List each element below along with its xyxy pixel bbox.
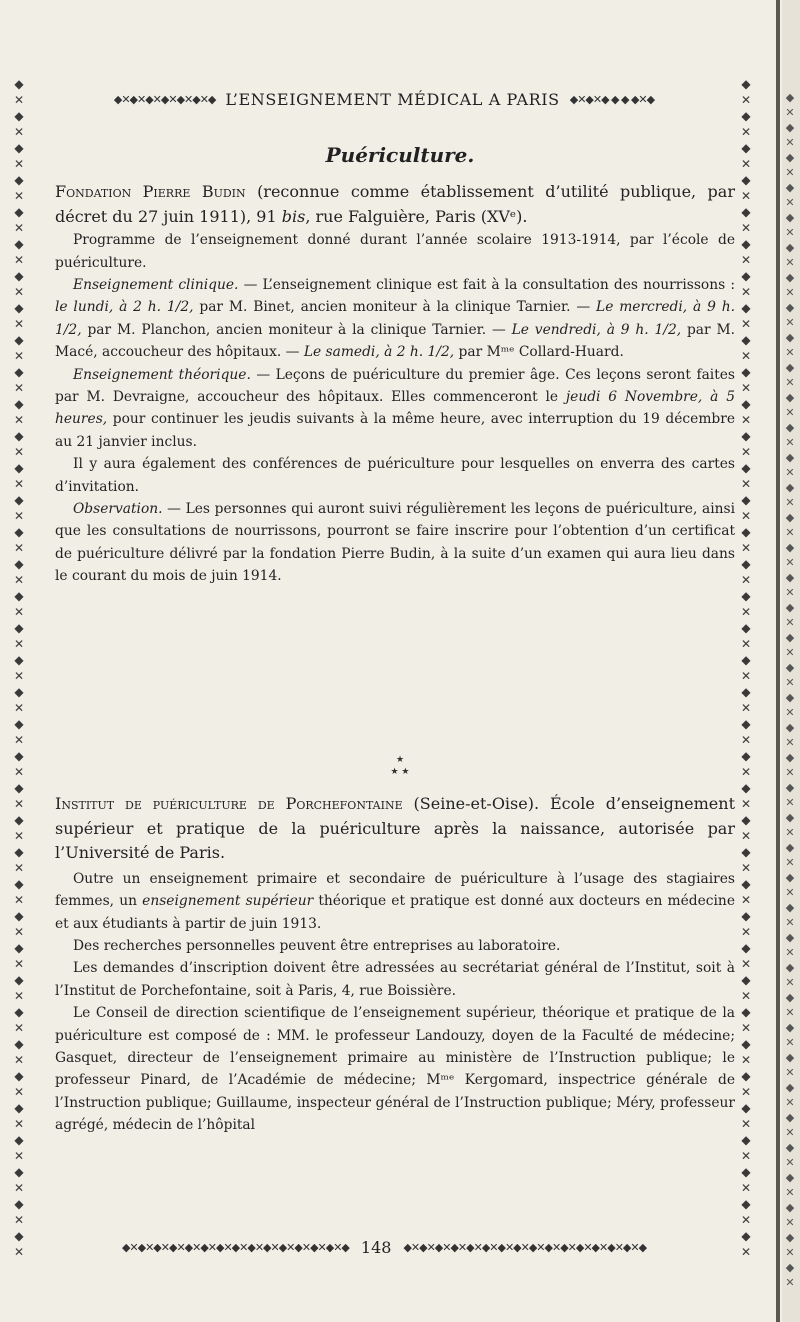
separator-stars-bottom: ★ ★ — [390, 767, 410, 777]
page-number: 148 — [360, 1237, 392, 1257]
theoretical-teaching-paragraph: Enseignement théorique. — Leçons de puériculture du premier âge. Ces leçons seront faites par M. Devraigne, accoucheur des hôpitaux. Elles commenceront le jeudi 6 Novembre, à 5 heures, pour continuer les jeudis suivants à la même heure, avec interruption du 19 décembre au 21 janvier inclus. — [55, 366, 735, 450]
page-edge — [776, 0, 780, 1322]
section-title: Puériculture. — [325, 143, 475, 167]
observation-paragraph: Observation. — Les personnes qui auront suivi régulièrement les leçons de puériculture, ainsi que les consultations de nourrissons, pourront se faire inscrire pour l’obtention d’un certificat de puériculture délivré par la fondation Pierre Budin, à la suite d’un examen qui aura lieu dans le courant du mois de juin 1914. — [55, 501, 735, 585]
porchefontaine-heading-paragraph: Institut de puériculture de Porchefontaine (Seine-et-Oise). École d’enseignement supérieur et pratique de la puériculture après la naissance, autorisée par l’Université de Paris. — [55, 794, 736, 863]
ornament-footer-left: ◆✕◆✕◆✕◆✕◆✕◆✕◆✕◆✕◆✕◆✕◆✕◆✕◆✕◆✕◆ — [121, 1240, 349, 1254]
budin-section — [55, 180, 735, 588]
institution-name: Fondation Pierre Budin — [55, 182, 246, 201]
registration-paragraph: Les demandes d’inscription doivent être adressées au secrétariat général de l’Institut, soit à l’Institut de Porchefontaine, soit à Paris, 4, rue Boissière. — [55, 960, 735, 999]
council-paragraph: Le Conseil de direction scientifique de l’enseignement supérieur, théorique et pratique de la puériculture est composé de : MM. le professeur Landouzy, doyen de la Faculté de médecine; Gasquet, directeur de l’enseignement primaire au ministère de l’Instruction publique; le professeur Pinard, de l’Académie de médecine; Mᵐᵉ Kergomard, inspectrice générale de l’Instruction publique; Guillaume, inspecteur général de l’Instruction publique; Méry, professeur agrégé, médecin de l’hôpital — [55, 1005, 735, 1134]
running-header — [14, 86, 754, 112]
ornamental-border-adjacent-page: ◆ ✕ ◆ ✕ ◆ ✕ ◆ ✕ ◆ ✕ ◆ ✕ ◆ ✕ ◆ ✕ ◆ ✕ ◆ ✕ ◆ ✕ ◆ ✕ ◆ ✕ ◆ ✕ ◆ ✕ ◆ ✕ ◆ ✕ ◆ ✕ ◆ ✕ ◆ ✕ ◆ ✕ ◆ ✕ ◆ ✕ ◆ ✕ ◆ ✕ ◆ ✕ ◆ ✕ ◆ ✕ ◆ ✕ ◆ ✕ ◆ ✕ ◆ ✕ ◆ ✕ ◆ ✕ ◆ ✕ ◆ ✕ ◆ ✕ ◆ ✕ ◆ ✕ ◆ ✕ — [785, 91, 795, 1289]
page-footer — [14, 1237, 754, 1257]
section-separator — [0, 754, 800, 778]
ornament-left: ◆✕◆✕◆✕◆✕◆✕◆✕◆ — [113, 92, 216, 106]
conferences-paragraph: Il y aura également des conférences de puériculture pour lesquelles on enverra des cartes d’invitation. — [55, 456, 735, 495]
ornamental-border-right: ◆ ✕ ◆ ✕ ◆ ✕ ◆ ✕ ◆ ✕ ◆ ✕ ◆ ✕ ◆ ✕ ◆ ✕ ◆ ✕ ◆ ✕ ◆ ✕ ◆ ✕ ◆ ✕ ◆ ✕ ◆ ✕ ◆ ✕ ◆ ✕ ◆ ✕ ◆ ✕ ◆ ✕ ◆ ✕ ◆ ✕ ◆ ✕ ◆ ✕ ◆ ✕ ◆ ✕ ◆ ✕ ◆ ✕ ◆ ✕ ◆ ✕ ◆ ✕ ◆ ✕ ◆ ✕ ◆ ✕ ◆ ✕ ◆ ✕ — [740, 77, 752, 1259]
running-title: L’ENSEIGNEMENT MÉDICAL A PARIS — [225, 89, 560, 109]
ornament-footer-right: ◆✕◆✕◆✕◆✕◆✕◆✕◆✕◆✕◆✕◆✕◆✕◆✕◆✕◆✕◆✕◆ — [403, 1240, 647, 1254]
ornament-right: ◆✕◆✕◆ ◆ ◆ ◆✕◆ — [569, 92, 655, 106]
program-paragraph: Programme de l’enseignement donné durant l’année scolaire 1913-1914, par l’école de puériculture. — [55, 232, 735, 271]
institute-name: Institut de puériculture de Porchefontaine — [55, 794, 403, 813]
teaching-paragraph: Outre un enseignement primaire et secondaire de puériculture à l’usage des stagiaires femmes, un enseignement supérieur théorique et pratique est donné aux docteurs en médecine et aux étudiants à partir de juin 1913. — [55, 870, 735, 932]
budin-heading-paragraph: Fondation Pierre Budin (reconnue comme établissement d’utilité publique, par décret du 27 juin 1911), 91 bis, rue Falguière, Paris (XVᵉ). — [55, 182, 735, 226]
research-paragraph: Des recherches personnelles peuvent être entreprises au laboratoire. — [73, 938, 561, 954]
separator-star-top: ★ — [395, 755, 405, 765]
clinical-teaching-paragraph: Enseignement clinique. — L’enseignement clinique est fait à la consultation des nourrissons : le lundi, à 2 h. 1/2, par M. Binet, ancien moniteur à la clinique Tarnier. — Le mercredi, à 9 h. 1/2, par M. Planchon, ancien moniteur à la clinique Tarnier. — Le vendredi, à 9 h. 1/2, par M. Macé, accoucheur des hôpitaux. — Le samedi, à 2 h. 1/2, par Mᵐᵉ Collard-Huard. — [55, 277, 735, 361]
ornamental-border-left: ◆ ✕ ◆ ✕ ◆ ✕ ◆ ✕ ◆ ✕ ◆ ✕ ◆ ✕ ◆ ✕ ◆ ✕ ◆ ✕ ◆ ✕ ◆ ✕ ◆ ✕ ◆ ✕ ◆ ✕ ◆ ✕ ◆ ✕ ◆ ✕ ◆ ✕ ◆ ✕ ◆ ✕ ◆ ✕ ◆ ✕ ◆ ✕ ◆ ✕ ◆ ✕ ◆ ✕ ◆ ✕ ◆ ✕ ◆ ✕ ◆ ✕ ◆ ✕ ◆ ✕ ◆ ✕ ◆ ✕ ◆ ✕ ◆ ✕ — [13, 77, 25, 1259]
porchefontaine-section — [55, 792, 735, 1137]
